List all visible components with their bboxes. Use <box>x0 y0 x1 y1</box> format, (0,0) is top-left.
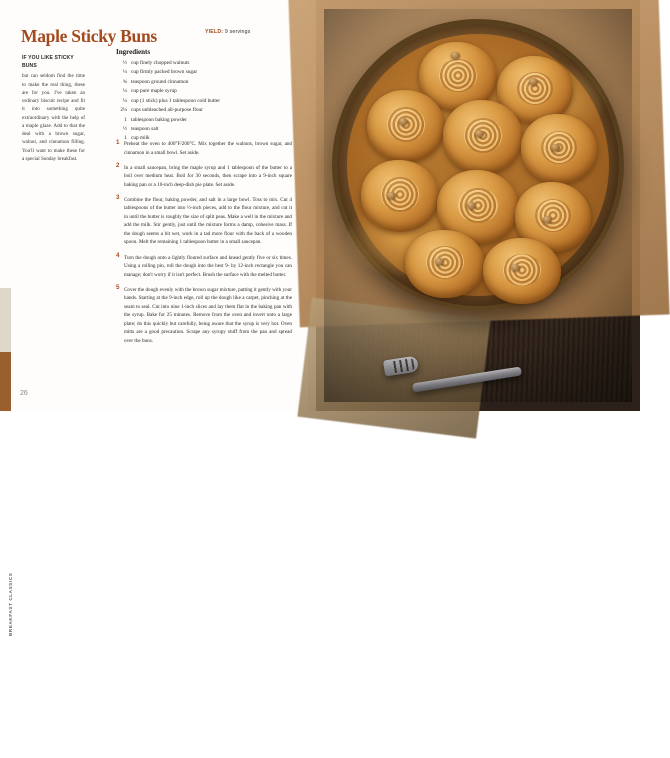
photo-bun <box>367 90 445 162</box>
yield-label: YIELD: <box>205 29 224 35</box>
method-step <box>116 254 292 280</box>
photo-walnut <box>451 52 460 59</box>
ingredient-text: cup finely chopped walnuts <box>131 60 190 66</box>
ingredient-text: cups unbleached all-purpose flour <box>131 107 203 114</box>
photo-bun <box>361 160 439 232</box>
photo-walnut <box>467 202 476 209</box>
ingredient-amount: ½ <box>123 125 127 132</box>
photo-walnut <box>529 78 538 85</box>
ingredients-block <box>116 48 291 144</box>
photo-walnut <box>511 264 520 271</box>
method-step <box>116 140 292 157</box>
photo-walnut <box>475 130 484 137</box>
method-step <box>116 164 292 190</box>
photo-bun <box>483 238 561 304</box>
method-step <box>116 196 292 247</box>
ingredient-row <box>116 68 291 77</box>
method-step-text: In a small saucepan, bring the maple syrup and 1 tablespoon of the butter to a boil over medium heat. Boil for 30 seconds, then scrape into a 9-inch square baking pan or a 10-inch deep-dish pie plate. Set aside. <box>124 164 292 188</box>
section-tab-label: BREAKFAST CLASSICS <box>8 572 13 636</box>
ingredient-row <box>116 97 291 106</box>
yield-value: 9 servings <box>224 29 251 35</box>
method-step-number: 5 <box>116 284 120 292</box>
method-step <box>116 286 292 346</box>
ingredient-amount: ¼ <box>123 88 127 95</box>
ingredient-row <box>116 78 291 87</box>
method-step-number: 3 <box>116 194 120 202</box>
photo-bun <box>405 230 485 298</box>
section-tab-label: SWEET BREAKFASTS <box>8 699 13 758</box>
ingredient-text: cup pure maple syrup <box>131 88 177 95</box>
page-number: 26 <box>20 390 28 397</box>
left-page <box>0 0 312 758</box>
ingredient-amount: ¼ <box>123 69 127 76</box>
photo-baking-pan <box>332 19 624 311</box>
ingredients-heading: Ingredients <box>116 48 151 56</box>
recipe-yield <box>205 29 251 35</box>
ingredient-amount: 1 <box>124 135 127 142</box>
ingredient-row <box>116 116 291 125</box>
photo-walnut <box>387 192 396 199</box>
right-page <box>316 0 640 411</box>
recipe-intro-body: but can seldom find the time to make the real thing, these are for you. I've taken an ordinary biscuit recipe and fit it into something quite extraordinary with the help of a maple glaze. Add to that the deal with a brown sugar, walnut, and cinnamon filling. You'll want to make these for a special Sunday breakfast. <box>22 73 85 162</box>
method-step-number: 1 <box>116 138 120 146</box>
photo-walnut <box>551 144 560 151</box>
photo-walnut <box>399 118 408 125</box>
ingredient-row <box>116 106 291 115</box>
ingredient-text: cup milk <box>131 135 150 142</box>
photo-walnut <box>435 258 444 265</box>
method-step-text: Cover the dough evenly with the brown sugar mixture, patting it gently with your hands. Starting at the 9-inch edge, roll up the dough like a carpet, pinching at the seam to seal. Cut into nine 1-inch slices and lay them flat in the baking pan with the syrup. Bake for 25 minutes. Remove from the oven and invert onto a large plate; do this quickly but carefully, being aware that the syrup is very hot. Oven mitts are a good precaution. Scrape any syrupy stuff from the pan and spread over the buns. <box>124 286 292 344</box>
ingredient-amount: ¼ <box>123 97 127 104</box>
photo-bun <box>443 100 523 174</box>
ingredient-text: tablespoon baking powder <box>131 116 187 123</box>
method-step-text: Preheat the oven to 400°F/200°C. Mix together the walnuts, brown sugar, and cinnamon in a small bowl. Set aside. <box>124 141 292 156</box>
ingredient-amount: 1 <box>124 116 127 123</box>
method-step-text: Turn the dough onto a lightly floured surface and knead gently five or six times. Using a rolling pin, roll the dough into the best 9- by 12-inch rectangle you can manage; don't worry if it isn't perfect. Brush the surface with the melted butter. <box>124 254 292 278</box>
ingredient-amount: ¾ <box>123 78 127 85</box>
ingredient-amount: 2¼ <box>120 107 127 114</box>
recipe-title: Maple Sticky Buns <box>21 26 157 46</box>
recipe-photo <box>324 9 632 402</box>
method-step-number: 2 <box>116 162 120 170</box>
ingredient-amount: ½ <box>123 60 127 66</box>
ingredient-row <box>116 87 291 96</box>
method-step-number: 4 <box>116 252 120 260</box>
method-block <box>116 140 292 352</box>
photo-walnut <box>543 216 552 223</box>
ingredient-row <box>116 125 291 134</box>
ingredient-text: teaspoon ground cinnamon <box>131 78 189 85</box>
photo-pan-inner <box>347 34 609 296</box>
method-step-text: Combine the flour, baking powder, and salt in a large bowl. Toss to mix. Cut 4 tablespoons of the butter into ½-inch pieces, add to the flour mixture, and cut it in until the butter is roughly the size of split peas. Make a well in the mixture and add the milk. Stir gently, just until the mixture forms a damp, cohesive mass. If the dough seems a bit wet, work in a tad more flour with the back of a wooden spoon. Melt the remaining 1 tablespoon butter in a small saucepan. <box>124 196 292 246</box>
recipe-intro-heading: IF YOU LIKE STICKY BUNS <box>22 55 74 69</box>
ingredient-text: cup firmly packed brown sugar <box>131 69 198 76</box>
ingredient-text: cup (1 stick) plus 1 tablespoon cold butter <box>131 97 220 104</box>
section-tab-breakfast-classics[interactable] <box>0 288 13 636</box>
ingredient-text: teaspoon salt <box>131 125 159 132</box>
ingredient-row <box>116 59 291 68</box>
recipe-intro <box>22 55 85 163</box>
